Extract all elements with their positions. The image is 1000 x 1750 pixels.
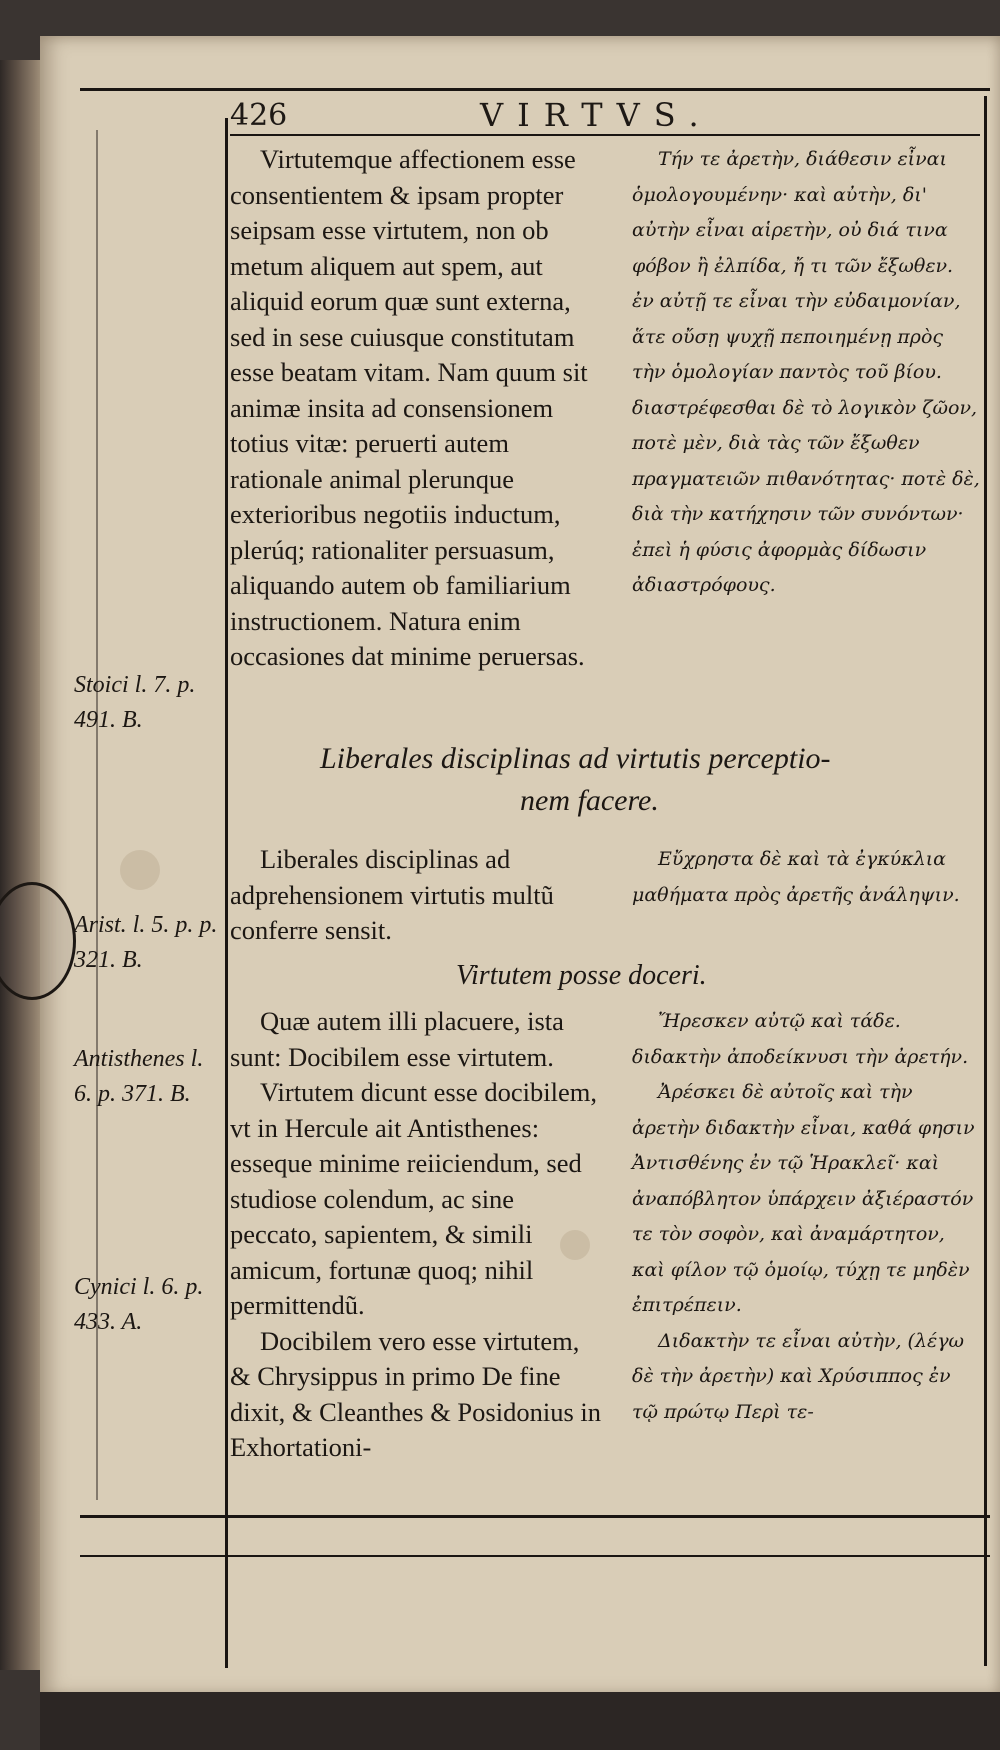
page-number: 426	[230, 98, 288, 133]
latin-paragraph: Liberales disciplinas ad adprehensionem virtutis multũ conferre sensit.	[230, 844, 554, 945]
bottom-rule-2	[80, 1555, 990, 1557]
margin-note-cynici: Cynici l. 6. p. 433. A.	[74, 1274, 204, 1335]
margin-rule	[225, 118, 228, 1668]
margin-note-antisthenes: Antisthenes l. 6. p. 371. B.	[74, 1046, 204, 1107]
greek-paragraph: Εὔχρηστα δὲ καὶ τὰ ἐγκύκλια μαθήματα πρὸς ἀρετῆς ἀνάληψιν.	[632, 848, 960, 906]
greek-column-2	[632, 842, 980, 913]
latin-paragraph: Quæ autem illi placuere, ista sunt: Docibilem esse virtutem.	[230, 1006, 564, 1072]
section-heading-line: Liberales disciplinas ad virtutis perceptio-	[320, 742, 831, 775]
running-title: VIRTVS.	[480, 96, 713, 134]
section-heading-doceri: Virtutem posse doceri.	[456, 960, 707, 991]
latin-column-1	[230, 142, 605, 675]
greek-column-1	[632, 142, 980, 604]
section-heading-line: nem facere.	[520, 784, 659, 817]
latin-paragraph: Docibilem vero esse virtutem, & Chrysippus in primo De fine dixit, & Cleanthes & Posidonius in Exhortationi-	[230, 1325, 602, 1462]
header-rule	[230, 134, 980, 136]
section-heading-liberales	[320, 738, 831, 822]
latin-column-2	[230, 842, 605, 949]
greek-paragraph: Διδακτὴν τε εἶναι αὐτὴν, (λέγω δὲ τὴν ἀρετὴν) καὶ Χρύσιππος ἐν τῷ πρώτῳ Περὶ τε-	[632, 1329, 965, 1423]
greek-paragraph: Ἀρέσκει δὲ αὐτοῖς καὶ τὴν ἀρετὴν διδακτὴν εἶναι, καθά φησιν Ἀντισθένης ἐν τῷ Ἡρακλεῖ· καὶ ἀναπόβλητον ὑπάρχειν ἀξιέραστόν τε τὸν σοφὸν, καὶ ἀναμάρτητον, καὶ φίλον τῷ ὁμοίῳ, τύχῃ τε μηδὲν ἐπιτρέπειν.	[632, 1081, 975, 1316]
bottom-rule	[80, 1515, 990, 1518]
latin-column-3	[230, 1004, 605, 1466]
greek-column-3	[632, 1004, 980, 1430]
right-rule	[984, 96, 987, 1666]
top-rule	[80, 88, 990, 91]
margin-note-arist: Arist. l. 5. p. p. 321. B.	[74, 912, 218, 973]
margin-note-stoici: Stoici l. 7. p. 491. B.	[74, 672, 196, 733]
paper-stain	[120, 850, 160, 890]
latin-paragraph: Virtutemque affectionem esse consentientem & ipsam propter seipsam esse virtutem, non ob metum aliquem aut spem, aut aliquid eorum quæ sunt externa, sed in sese cuiusque constitutam esse beatam vitam. Nam quum sit animæ insita ad consensionem totius vitæ: peruerti autem rationale animal plerunque exterioribus negotiis inductum, plerúq; rationaliter persuasum, aliquando autem ob familiarium instructionem. Natura enim occasiones dat minime peruersas.	[230, 144, 588, 671]
greek-paragraph: Ἤρεσκεν αὐτῷ καὶ τάδε. διδακτὴν ἀποδείκνυσι τὴν ἀρετήν.	[632, 1010, 969, 1068]
bottom-shadow	[40, 1692, 1000, 1750]
greek-paragraph: Τήν τε ἀρετὴν, διάθεσιν εἶναι ὁμολογουμένην· καὶ αὐτὴν, δι' αὐτὴν εἶναι αἱρετὴν, οὐ διά τινα φόβον ἢ ἐλπίδα, ἤ τι τῶν ἔξωθεν. ἐν αὐτῇ τε εἶναι τὴν εὐδαιμονίαν, ἅτε οὔσῃ ψυχῇ πεποιημένῃ πρὸς τὴν ὁμολογίαν παντὸς τοῦ βίου. διαστρέφεσθαι δὲ τὸ λογικὸν ζῶον, ποτὲ μὲν, διὰ τὰς τῶν ἔξωθεν πραγματειῶν πιθανότητας· ποτὲ δὲ, διὰ τὴν κατήχησιν τῶν συνόντων· ἐπεὶ ἡ φύσις ἀφορμὰς δίδωσιν ἀδιαστρόφους.	[632, 148, 980, 596]
latin-paragraph: Virtutem dicunt esse docibilem, vt in Hercule ait Antisthenes: esseque minime reiiciendum, sed studiose colendum, ac sine peccato, sapientem, & simili amicum, fortunæ quoq; nihil permittendũ.	[230, 1077, 597, 1320]
